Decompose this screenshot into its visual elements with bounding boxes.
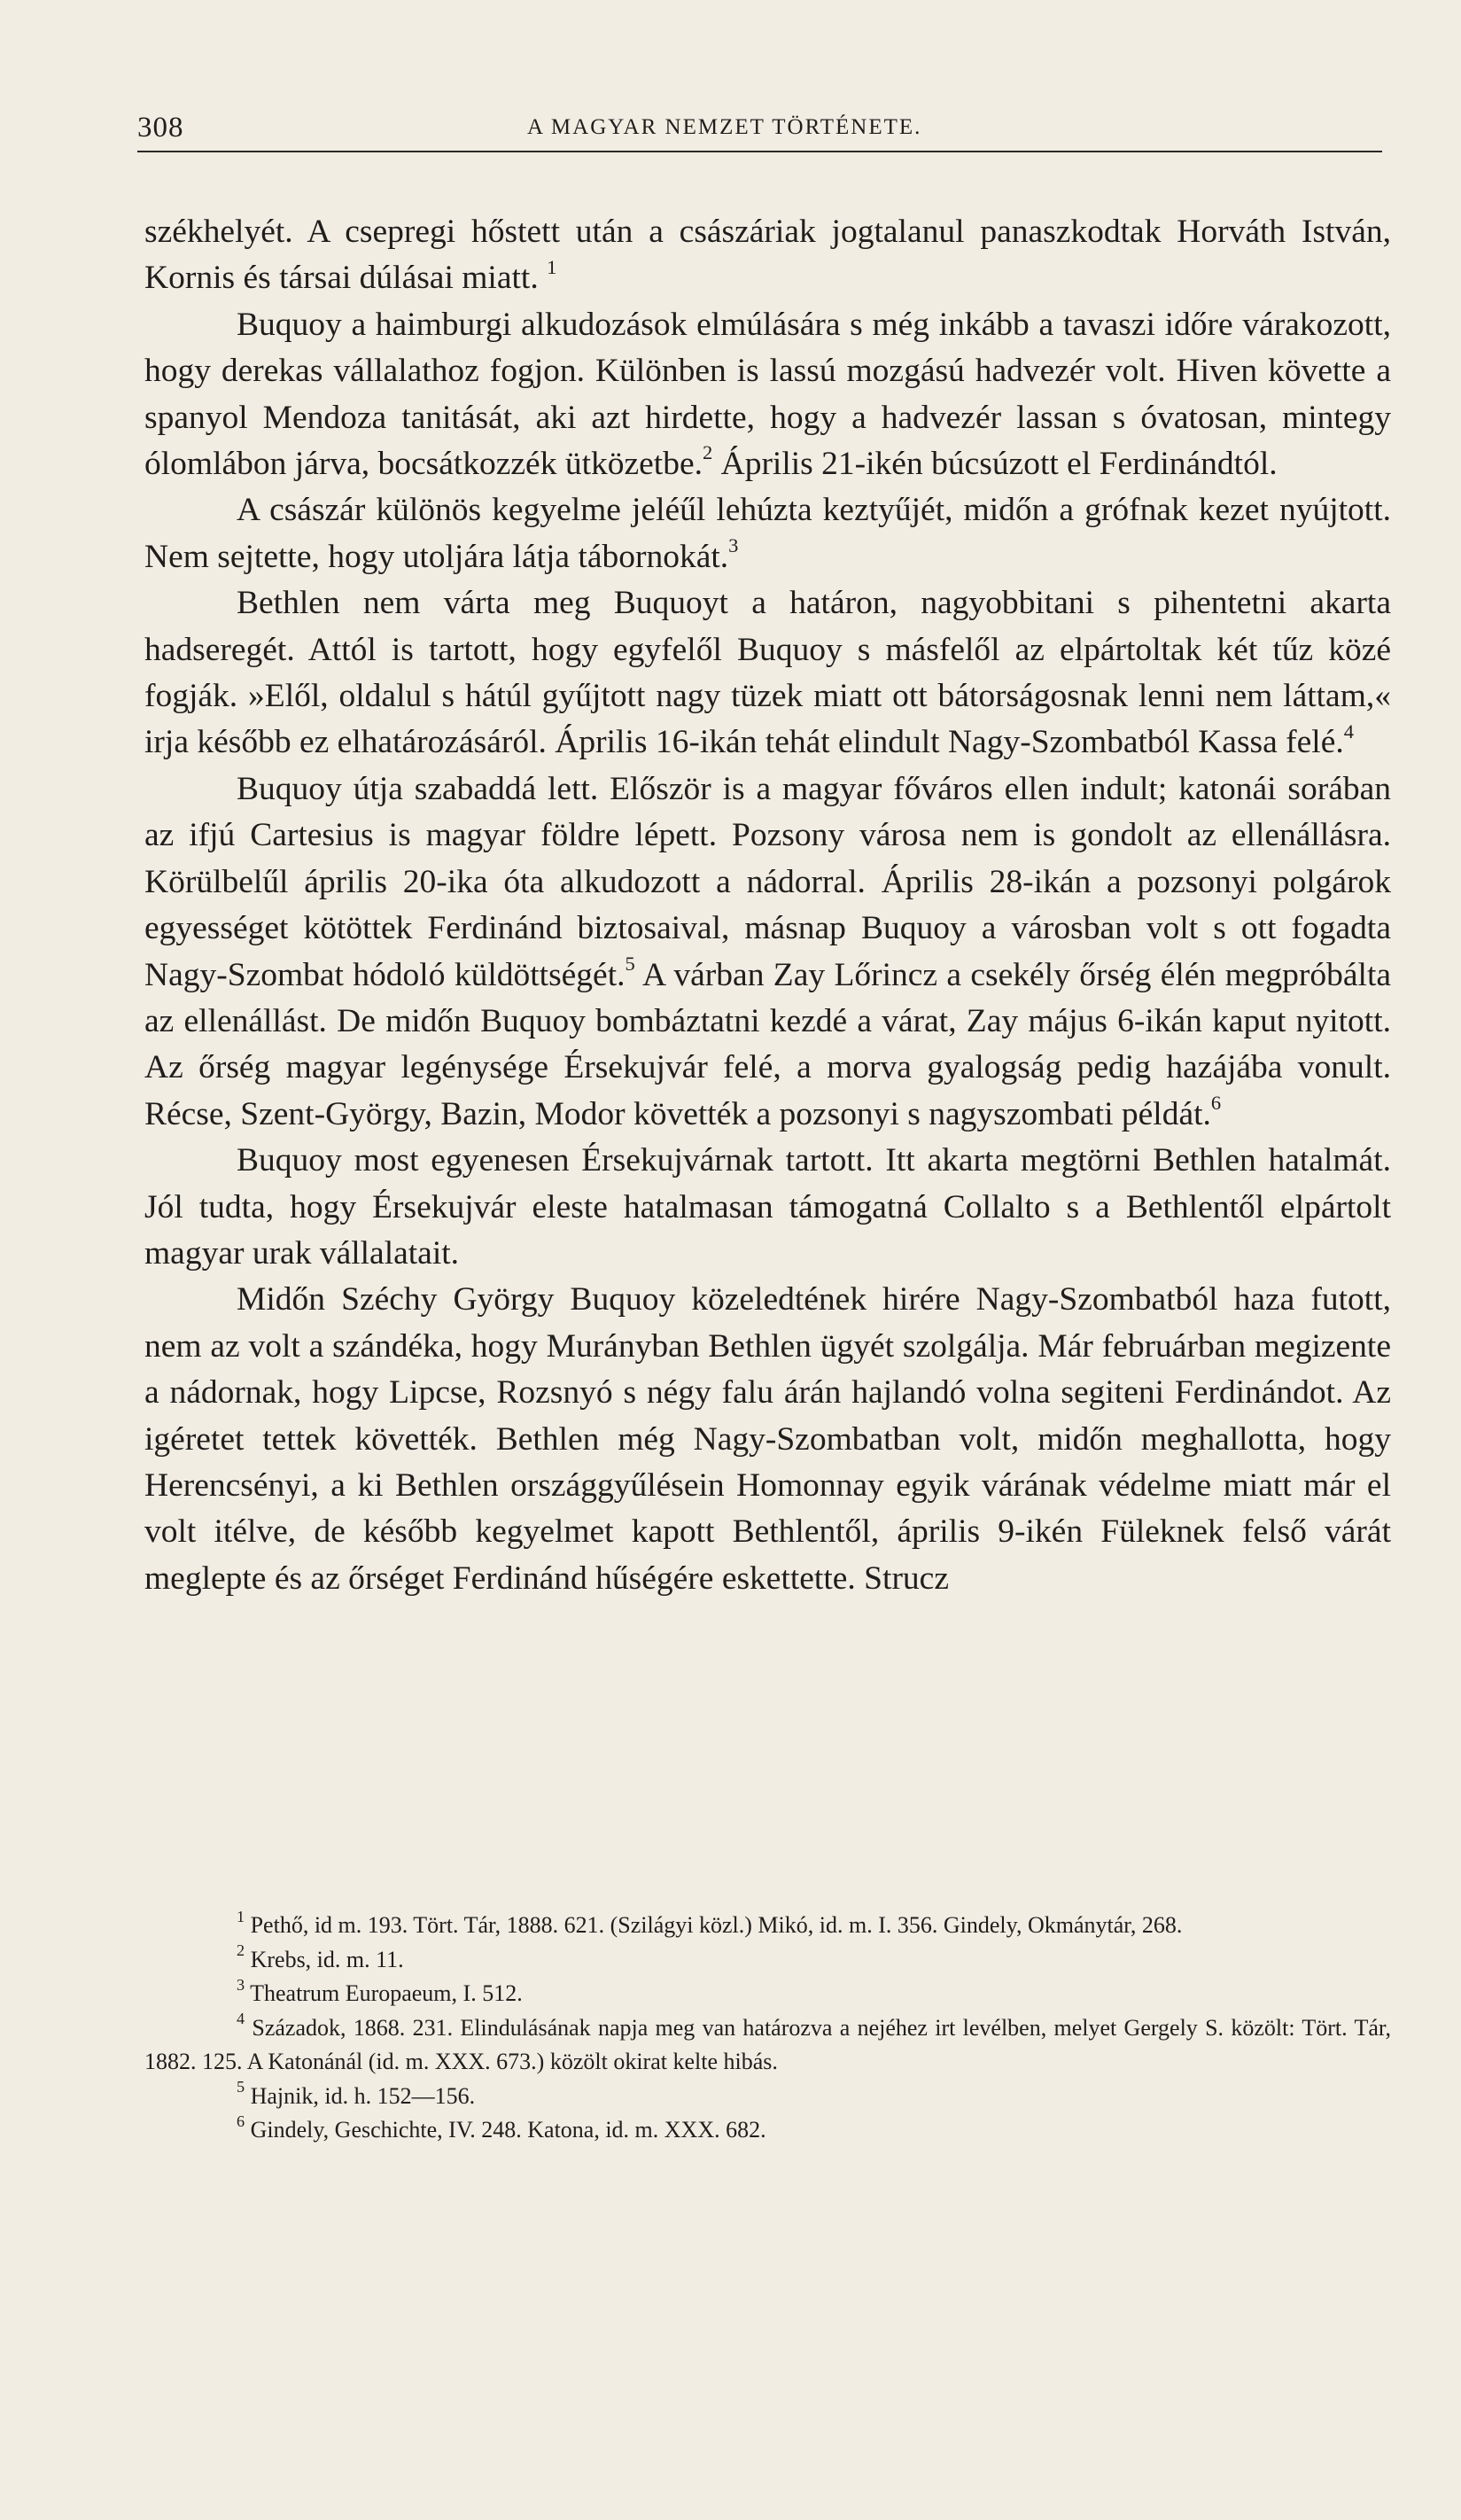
footnote [144, 2080, 1391, 2114]
paragraph [144, 1277, 1391, 1602]
footnote-text: Theatrum Europaeum, I. 512. [245, 1980, 523, 2006]
footnote-ref: 3 [728, 533, 739, 556]
footnote-number: 3 [237, 1975, 245, 1994]
footnote-ref: 1 [547, 255, 557, 278]
footnote [144, 2113, 1391, 2148]
paragraph-text: Bethlen nem várta meg Buquoyt a határon, nagyobbitani s pihentetni akarta hadseregét. Attól is tartott, hogy egyfelől Buquoy s másfelől az elpártoltak két tűz közé fogják. »Elől, oldalul s hátúl gyűjtott nagy tüzek miatt ott bátorságosnak lenni nem láttam,« irja később ez elhatározásáról. Április 16-ikán tehát elindult Nagy-Szombatból Kassa felé. [144, 585, 1391, 761]
paragraph-text: Midőn Széchy György Buquoy közeledtének hirére Nagy-Szombatból haza futott, nem az volt a szándéka, hogy Murányban Bethlen ügyét szolgálja. Már februárban megizente a nádornak, hogy Lipcse, Rozsnyó s négy falu árán hajlandó volna segiteni Ferdinándot. Az igéretet tettek követték. Bethlen még Nagy-Szombatban volt, midőn meghallotta, hogy Herencsényi, a ki Bethlen országgyűlésein Homonnay egyik várának védelme miatt már el volt itélve, de később kegyelmet kapott Bethlentől, április 9-ikén Füleknek felső várát meglepte és az őrséget Ferdinánd hűségére eskettette. Strucz [144, 1281, 1391, 1597]
footnote [144, 2011, 1391, 2080]
paragraph-text: A várban Zay Lőrincz a csekély őrség élén megpróbálta az ellenállást. De midőn Buquoy bombáztatni kezdé a várat, Zay május 6-ikán kaput nyitott. Az őrség magyar legénysége Érsekujvár felé, a morva gyalogság pedig hazájába vonult. Récse, Szent-György, Bazin, Modor követték a pozsonyi s nagyszombati példát. [144, 956, 1392, 1132]
footnote-number: 1 [237, 1907, 245, 1925]
footnote-number: 2 [237, 1941, 245, 1960]
running-head [137, 105, 1382, 154]
footnote-text: Századok, 1868. 231. Elindulásának napja meg van határozva a nejéhez irt levélben, melyet Gergely S. közölt: Tört. Tár, 1882. 125. A Katonánál (id. m. XXX. 673.) közölt okirat kelte hibás. [144, 2014, 1391, 2074]
paragraph [144, 209, 1391, 302]
footnote-ref: 2 [702, 441, 713, 464]
footnote-text: Gindely, Geschichte, IV. 248. Katona, id. m. XXX. 682. [245, 2117, 766, 2143]
footnote-number: 5 [237, 2078, 245, 2096]
footnote-ref: 5 [625, 952, 635, 975]
paragraph-text: Buquoy a haimburgi alkudozások elmúlására s még inkább a tavaszi időre várakozott, hogy derekas vállalathoz fogjon. Különben is lassú mozgású hadvezér volt. Hiven követte a spanyol Mendoza tanitását, aki azt hirdette, hogy a hadvezér lassan s óvatosan, mintegy ólomlábon járva, bocsátkozzék ütközetbe. [144, 306, 1391, 483]
page-number: 308 [137, 112, 184, 144]
paragraph-text: Április 21-ikén búcsúzott el Ferdinándtól. [712, 446, 1278, 483]
paragraph-text: A császár különös kegyelme jeléűl lehúzta keztyűjét, midőn a grófnak kezet nyújtott. Nem sejtette, hogy utoljára látja tábornokát. [144, 492, 1391, 575]
footnote-number: 6 [237, 2112, 245, 2130]
header-rule [137, 151, 1382, 152]
paragraph [144, 580, 1391, 766]
footnote-ref: 4 [1343, 719, 1354, 743]
paragraph [144, 766, 1391, 1138]
footnote-text: Hajnik, id. h. 152—156. [245, 2082, 476, 2109]
body-text [144, 209, 1391, 1602]
footnote [144, 1977, 1391, 2011]
footnote [144, 1909, 1391, 1943]
paragraph-text: Buquoy útja szabaddá lett. Először is a magyar főváros ellen indult; katonái sorában az ifjú Cartesius is magyar földre lépett. Pozsony városa nem is gondolt az ellenállásra. Körülbelűl április 20-ika óta alkudozott a nádorral. Április 28-ikán a pozsonyi polgárok egyességet kötöttek Ferdinánd biztosaival, másnap Buquoy a városban volt s ott fogadta Nagy-Szombat hódoló küldöttségét. [144, 770, 1391, 993]
footnote [144, 1943, 1391, 1978]
footnote-text: Krebs, id. m. 11. [245, 1946, 404, 1972]
footnote-text: Pethő, id m. 193. Tört. Tár, 1888. 621. (Szilágyi közl.) Mikó, id. m. I. 356. Gindely, Okmánytár, 268. [245, 1912, 1183, 1938]
paragraph [144, 302, 1391, 488]
paragraph [144, 487, 1391, 580]
footnote-ref: 6 [1210, 1091, 1222, 1114]
paragraph-text: székhelyét. A csepregi hőstett után a császáriak jogtalanul panaszkodtak Horváth István, Kornis és társai dúlásai miatt. [144, 214, 1391, 297]
running-title: A MAGYAR NEMZET TÖRTÉNETE. [527, 115, 922, 139]
footnotes [144, 1909, 1391, 2148]
footnote-number: 4 [237, 2010, 245, 2028]
paragraph-text: Buquoy most egyenesen Érsekujvárnak tartott. Itt akarta megtörni Bethlen hatalmát. Jól tudta, hogy Érsekujvár eleste hatalmasan támogatná Collalto s a Bethlentől elpártolt magyar urak vállalatait. [144, 1142, 1391, 1272]
paragraph [144, 1138, 1391, 1277]
